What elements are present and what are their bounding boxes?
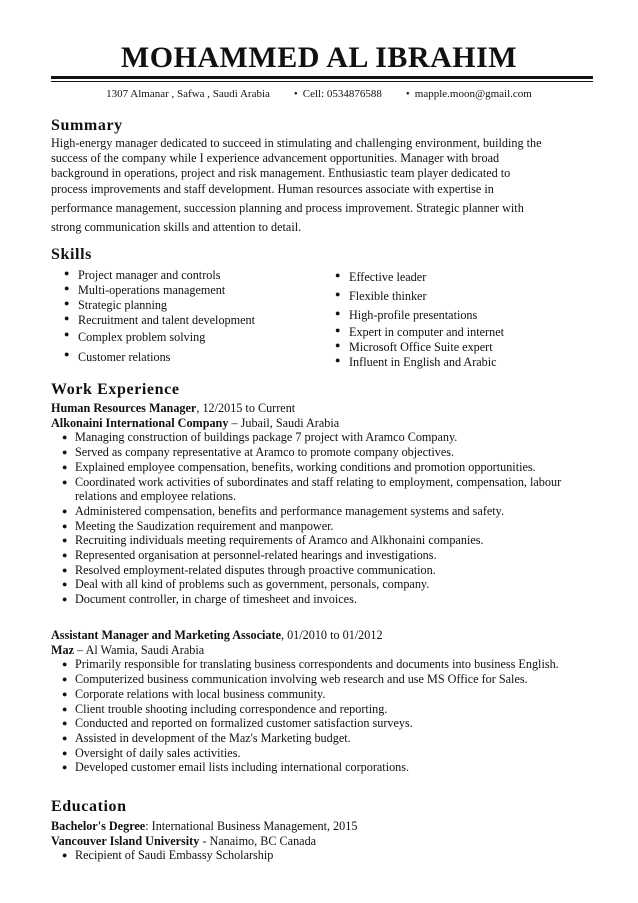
job-company-line bbox=[51, 416, 596, 431]
skill-item: ● Strategic planning bbox=[64, 298, 255, 313]
skills-list-right bbox=[335, 270, 504, 370]
summary-line: performance management, succession planning and process improvement. Strategic planner with bbox=[51, 200, 524, 215]
job-bullets bbox=[62, 657, 596, 775]
contact-email: mapple.moon@gmail.com bbox=[414, 88, 532, 100]
degree-detail: : International Business Management, 2015 bbox=[145, 819, 358, 833]
job-title-line bbox=[51, 401, 596, 416]
work-heading: Work Experience bbox=[51, 381, 180, 398]
summary-line: background in operations, project and risk management. Enthusiastic team player dedicated to bbox=[51, 166, 511, 181]
skill-item: ● Complex problem solving bbox=[64, 329, 255, 349]
header-rule-thick bbox=[51, 76, 593, 79]
list-item: ● Resolved employment-related disputes through proactive communication. bbox=[62, 563, 596, 578]
list-item: ● Oversight of daily sales activities. bbox=[62, 746, 596, 761]
candidate-name: MOHAMMED AL IBRAHIM bbox=[120, 41, 518, 74]
list-item: ● Meeting the Saudization requirement and manpower. bbox=[62, 519, 596, 534]
skill-item: ● Influent in English and Arabic bbox=[335, 355, 504, 370]
education-entry bbox=[51, 819, 596, 863]
job-company: Alkonaini International Company bbox=[51, 415, 229, 430]
list-item: ● Corporate relations with local business community. bbox=[62, 687, 596, 702]
list-item: ● Computerized business communication involving web research and use MS Office for Sales. bbox=[62, 672, 596, 687]
job-bullets bbox=[62, 430, 596, 606]
list-item: ● Primarily responsible for translating business correspondents and documents into business English. bbox=[62, 657, 596, 672]
bullet-icon: • bbox=[293, 88, 298, 100]
list-item: ● Represented organisation at personnel-related hearings and investigations. bbox=[62, 548, 596, 563]
skill-item: ● High-profile presentations bbox=[335, 308, 504, 325]
job-company: Maz bbox=[51, 642, 75, 657]
education-bullets bbox=[62, 848, 596, 863]
skills-heading: Skills bbox=[51, 246, 92, 263]
school-line bbox=[51, 834, 596, 849]
skills-list-left bbox=[64, 268, 255, 365]
list-item: ● Deal with all kind of problems such as government, personals, company. bbox=[62, 577, 596, 592]
list-item: ● Developed customer email lists including international corporations. bbox=[62, 760, 596, 775]
skill-item: ● Effective leader bbox=[335, 270, 504, 289]
list-item: ● Managing construction of buildings package 7 project with Aramco Company. bbox=[62, 430, 596, 445]
list-item: ● Client trouble shooting including correspondence and reporting. bbox=[62, 702, 596, 717]
list-item: ● Administered compensation, benefits and performance management systems and safety. bbox=[62, 504, 596, 519]
summary-heading: Summary bbox=[51, 117, 123, 134]
job-location: – Al Wamia, Saudi Arabia bbox=[74, 642, 205, 657]
skill-item: ● Customer relations bbox=[64, 349, 255, 365]
school: Vancouver Island University bbox=[51, 833, 200, 848]
list-item: ● Coordinated work activities of subordinates and staff relating to employment, compensation, labour relations and employee relations. bbox=[62, 475, 596, 504]
contact-address: 1307 Almanar , Safwa , Saudi Arabia bbox=[106, 88, 270, 100]
summary-line: process improvements and staff development. Human resources associate with expertise in bbox=[51, 181, 494, 196]
list-item: ● Explained employee compensation, benefits, working conditions and promotion opportunities. bbox=[62, 460, 596, 475]
job-entry bbox=[51, 401, 596, 607]
list-item: ● Document controller, in charge of timesheet and invoices. bbox=[62, 592, 596, 607]
school-detail: - Nanaimo, BC Canada bbox=[199, 833, 317, 848]
job-entry bbox=[51, 628, 596, 775]
list-item: ● Conducted and reported on formalized customer satisfaction surveys. bbox=[62, 716, 596, 731]
summary-text bbox=[51, 136, 596, 235]
list-item: ● Recipient of Saudi Embassy Scholarship bbox=[62, 848, 596, 863]
list-item: ● Assisted in development of the Maz's Marketing budget. bbox=[62, 731, 596, 746]
contact-line bbox=[0, 87, 638, 101]
summary-line: success of the company while I experience advancement opportunities. Manager with broad bbox=[51, 151, 500, 166]
summary-line: High-energy manager dedicated to succeed in stimulating and challenging environment, building the bbox=[51, 136, 542, 150]
skill-item: ● Microsoft Office Suite expert bbox=[335, 340, 504, 355]
job-location: – Jubail, Saudi Arabia bbox=[228, 415, 340, 430]
education-heading: Education bbox=[51, 798, 127, 815]
bullet-icon: • bbox=[405, 88, 410, 100]
summary-line: strong communication skills and attention to detail. bbox=[51, 220, 302, 235]
skill-item: ● Multi-operations management bbox=[64, 283, 255, 298]
job-dates: , 01/2010 to 01/2012 bbox=[280, 628, 383, 642]
degree-line bbox=[51, 819, 596, 834]
list-item: ● Served as company representative at Aramco to promote company objectives. bbox=[62, 445, 596, 460]
skill-item: ● Flexible thinker bbox=[335, 289, 504, 308]
job-title: Human Resources Manager bbox=[51, 401, 197, 415]
skill-item: ● Expert in computer and internet bbox=[335, 325, 504, 340]
contact-cell: Cell: 0534876588 bbox=[302, 88, 382, 100]
skill-item: ● Project manager and controls bbox=[64, 268, 255, 283]
skill-item: ● Recruitment and talent development bbox=[64, 313, 255, 329]
job-title: Assistant Manager and Marketing Associate bbox=[51, 628, 281, 642]
job-company-line bbox=[51, 643, 596, 658]
list-item: ● Recruiting individuals meeting requirements of Aramco and Alkhonaini companies. bbox=[62, 533, 596, 548]
job-title-line bbox=[51, 628, 596, 643]
degree: Bachelor's Degree bbox=[51, 819, 146, 833]
header-rule-thin bbox=[51, 81, 593, 82]
job-dates: , 12/2015 to Current bbox=[196, 401, 296, 415]
